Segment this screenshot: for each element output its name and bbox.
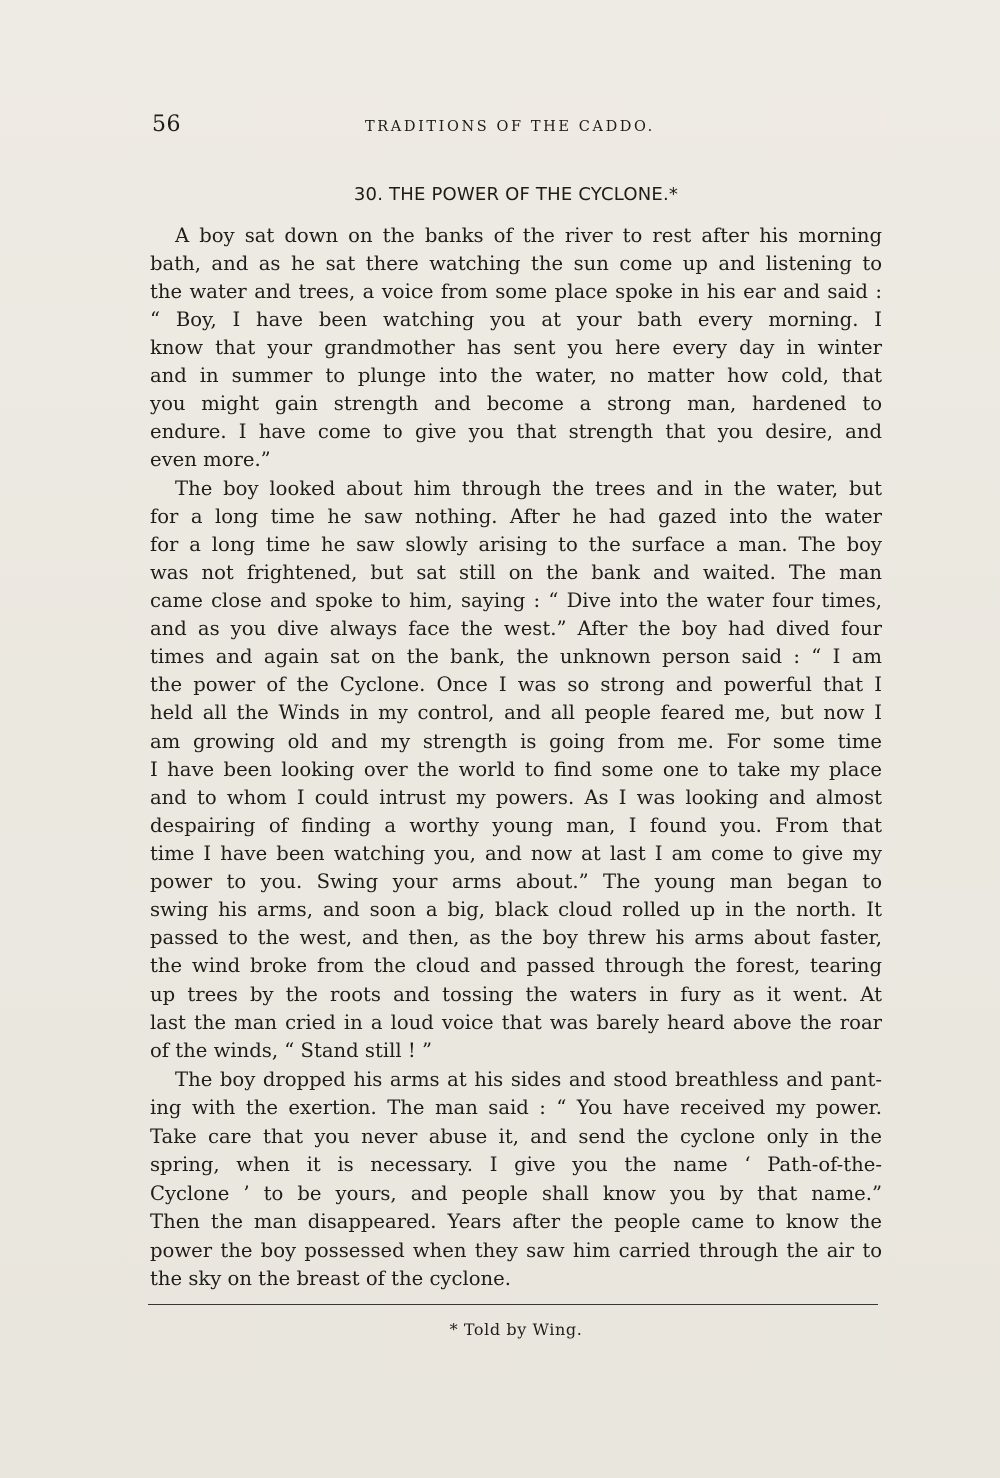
- text-line: the water and trees, a voice from some place spoke in his ear and said :: [150, 280, 882, 303]
- text-line: Cyclone ’ to be yours, and people shall know you by that name.”: [150, 1182, 882, 1205]
- text-line: up trees by the roots and tossing the waters in fury as it went. At: [150, 983, 882, 1006]
- running-head: [150, 112, 882, 142]
- text-line: and as you dive always face the west.” After the boy had dived four: [150, 617, 882, 640]
- text-line: last the man cried in a loud voice that was barely heard above the roar: [150, 1011, 882, 1034]
- text-line: of the winds, “ Stand still ! ”: [150, 1039, 432, 1062]
- text-line: came close and spoke to him, saying : “ Dive into the water four times,: [150, 589, 882, 612]
- text-line: the power of the Cyclone. Once I was so strong and powerful that I: [150, 673, 882, 696]
- text-line: despairing of finding a worthy young man, I found you. From that: [150, 814, 882, 837]
- text-line: am growing old and my strength is going from me. For some time: [150, 730, 882, 753]
- text-line: the wind broke from the cloud and passed through the forest, tearing: [150, 954, 882, 977]
- text-line: “ Boy, I have been watching you at your bath every morning. I: [150, 308, 882, 331]
- text-line: Take care that you never abuse it, and send the cyclone only in the: [150, 1125, 882, 1148]
- text-line: spring, when it is necessary. I give you the name ‘ Path-of-the-: [150, 1153, 882, 1176]
- text-line: times and again sat on the bank, the unknown person said : “ I am: [150, 645, 882, 668]
- text-line: The boy dropped his arms at his sides and stood breathless and pant-: [175, 1068, 882, 1091]
- page-number: 56: [152, 112, 181, 137]
- text-line: endure. I have come to give you that strength that you desire, and: [150, 420, 882, 443]
- text-line: for a long time he saw nothing. After he had gazed into the water: [150, 505, 882, 528]
- text-line: swing his arms, and soon a big, black cloud rolled up in the north. It: [150, 898, 882, 921]
- text-line: passed to the west, and then, as the boy threw his arms about faster,: [150, 926, 882, 949]
- text-line: the sky on the breast of the cyclone.: [150, 1267, 511, 1290]
- text-line: know that your grandmother has sent you here every day in winter: [150, 336, 882, 359]
- text-line: held all the Winds in my control, and all people feared me, but now I: [150, 701, 882, 724]
- text-line: The boy looked about him through the trees and in the water, but: [175, 477, 882, 500]
- text-line: power the boy possessed when they saw him carried through the air to: [150, 1239, 882, 1262]
- running-title: TRADITIONS OF THE CADDO.: [365, 119, 655, 135]
- text-line: and in summer to plunge into the water, no matter how cold, that: [150, 364, 882, 387]
- text-line: you might gain strength and become a strong man, hardened to: [150, 392, 882, 415]
- text-line: Then the man disappeared. Years after the people came to know the: [150, 1210, 882, 1233]
- text-line: time I have been watching you, and now at last I am come to give my: [150, 842, 882, 865]
- text-line: was not frightened, but sat still on the bank and waited. The man: [150, 561, 882, 584]
- text-line: I have been looking over the world to find some one to take my place: [150, 758, 882, 781]
- text-line: even more.”: [150, 448, 271, 471]
- text-line: power to you. Swing your arms about.” The young man began to: [150, 870, 882, 893]
- text-line: and to whom I could intrust my powers. As I was looking and almost: [150, 786, 882, 809]
- footnote-rule: [148, 1304, 878, 1305]
- footnote: * Told by Wing.: [449, 1320, 583, 1339]
- text-line: for a long time he saw slowly arising to the surface a man. The boy: [150, 533, 882, 556]
- text-line: A boy sat down on the banks of the river to rest after his morning: [175, 224, 882, 247]
- text-line: ing with the exertion. The man said : “ You have received my power.: [150, 1096, 882, 1119]
- chapter-title: 30. THE POWER OF THE CYCLONE.*: [353, 184, 679, 205]
- text-line: bath, and as he sat there watching the sun come up and listening to: [150, 252, 882, 275]
